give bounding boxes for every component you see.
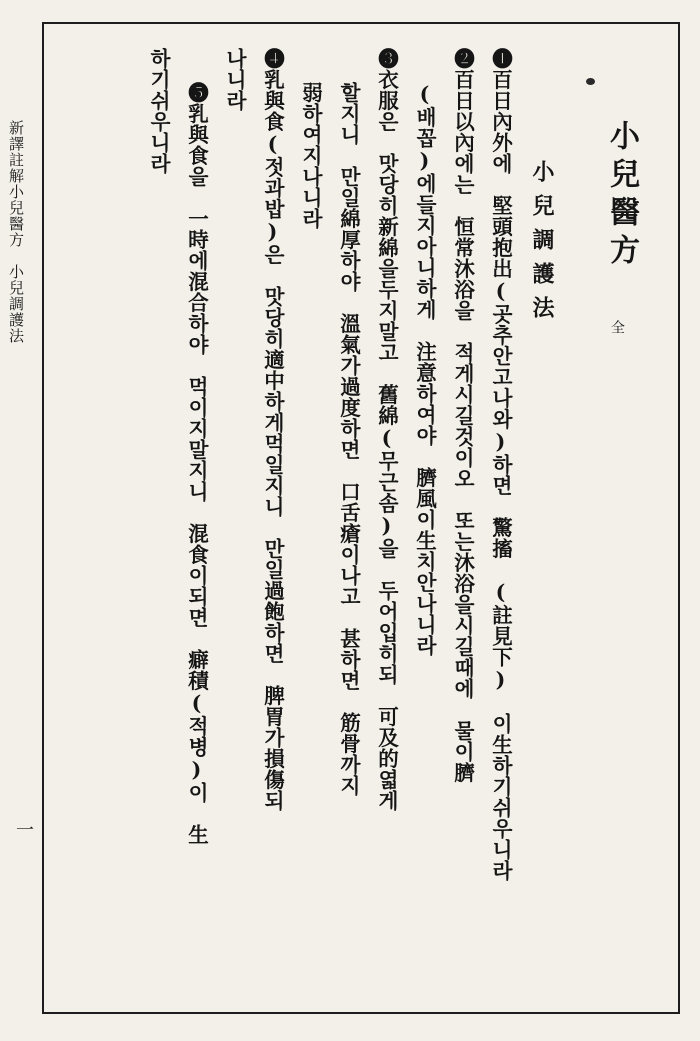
- text-column: 할지니 만일綿厚하야 溫氣가過度하면 口舌瘡이나고 甚하면 筋骨까지: [336, 82, 361, 796]
- text-column: 나니라: [222, 48, 247, 111]
- running-header: 新譯註解小兒醫方 小兒調護法: [7, 120, 25, 344]
- page-number: 一: [13, 820, 34, 838]
- circle-mark: [586, 78, 595, 85]
- text-column: 弱하여지나니라: [298, 82, 323, 229]
- text-column: ❺乳與食을 一時에混合하야 먹이지말지니 混食이되면 癖積(적병)이 生: [184, 82, 209, 845]
- section-title: 小兒調護法: [529, 160, 555, 330]
- text-column: 하기쉬우니라: [146, 48, 171, 174]
- text-column: ❶百日內外에 堅頭抱出(곳추안고나와)하면 驚搐 (註見下) 이生하기쉬우니라: [488, 48, 513, 881]
- text-column: ❷百日以內에는 恒常沐浴을 적게시길것이오 또는沐浴을시길때에 물이臍: [450, 48, 475, 783]
- text-column: (배꼽)에들지아니하게 注意하여야 臍風이生치안나니라: [412, 82, 437, 656]
- text-column: ❸衣服은 맛당히新綿을두지말고 舊綿(무근솜)을 두어입히되 可及的엷게: [374, 48, 399, 811]
- book-title: 小兒醫方: [604, 120, 639, 272]
- page-frame: [42, 22, 680, 1014]
- author-mark: 全: [609, 320, 625, 334]
- text-column: ❹乳與食(젓과밥)은 맛당히適中하게먹일지니 만일過飽하면 脾胃가損傷되: [260, 48, 285, 811]
